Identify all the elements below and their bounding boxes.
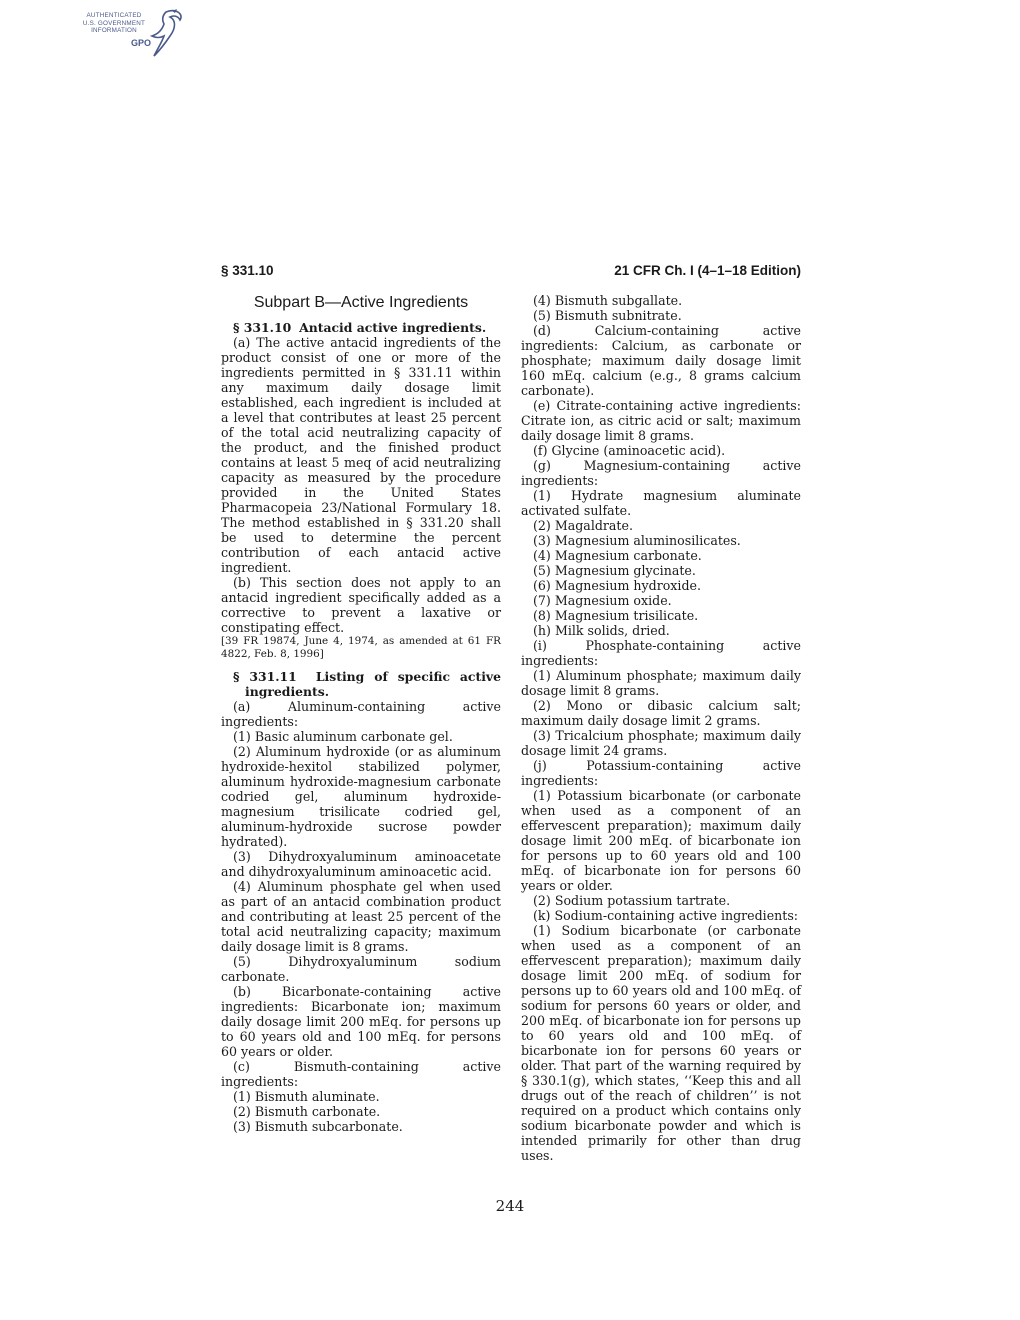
list-item: (2) Aluminum hydroxide (or as aluminum hydroxide-hexitol stabilized polymer, aluminum hydroxide-magnesium carbonate codried gel, aluminum hydroxide-magnesium trisilicate codried gel, aluminum-hydroxide sucrose powder hydrated). xyxy=(221,744,501,849)
list-item: (3) Tricalcium phosphate; maximum daily dosage limit 24 grams. xyxy=(521,728,801,758)
logo-line-1: AUTHENTICATED xyxy=(86,12,142,19)
list-item: (f) Glycine (aminoacetic acid). xyxy=(533,443,726,458)
list-item: (1) Sodium bicarbonate (or carbonate when used as a component of an effervescent preparation); maximum daily dosage limit 200 mEq. of sodium for persons up to 60 years old and 100 mEq. of sodium for persons 60 years or older, and 200 mEq. of bicarbonate ion for persons up to 60 years old and 100 mEq. of bicarbonate ion for persons 60 years or older. That part of the warning required by § 330.1(g), which states, ‘‘Keep this and all drugs out of the reach of children’’ is not required on a product which contains only sodium bicarbonate powder and which is intended primarily for other than drug uses. xyxy=(521,923,801,1163)
list-item: (d) Calcium-containing active ingredients: Calcium, as carbonate or phosphate; maximum daily dosage limit 160 mEq. calcium (e.g., 8 grams calcium carbonate). xyxy=(521,323,801,398)
running-header xyxy=(221,263,801,281)
list-item: (g) Magnesium-containing active ingredients: xyxy=(521,458,801,488)
page-number: 244 xyxy=(495,1197,525,1215)
header-section: § 331.10 xyxy=(221,263,274,278)
paragraph-b: (b) This section does not apply to an antacid ingredient specifically added as a corrective to prevent a laxative or constipating effect. xyxy=(221,575,501,635)
list-item: (2) Sodium potassium tartrate. xyxy=(533,893,731,908)
list-item: (7) Magnesium oxide. xyxy=(533,593,672,608)
list-item: (5) Magnesium glycinate. xyxy=(533,563,696,578)
ingredient-list-right xyxy=(521,293,801,1163)
section-number: § 331.10 xyxy=(233,320,292,335)
list-item: (1) Aluminum phosphate; maximum daily dosage limit 8 grams. xyxy=(521,668,801,698)
list-item: (3) Bismuth subcarbonate. xyxy=(233,1119,403,1134)
list-item: (1) Hydrate magnesium aluminate activated sulfate. xyxy=(521,488,801,518)
list-item: (6) Magnesium hydroxide. xyxy=(533,578,701,593)
list-item: (a) Aluminum-containing active ingredients: xyxy=(221,699,501,729)
eagle-icon xyxy=(136,8,186,62)
right-column xyxy=(521,293,801,1163)
citation: [39 FR 19874, June 4, 1974, as amended at 61 FR 4822, Feb. 8, 1996] xyxy=(221,635,501,660)
list-item: (1) Bismuth aluminate. xyxy=(233,1089,380,1104)
list-item: (5) Dihydroxyaluminum sodium carbonate. xyxy=(221,954,501,984)
logo-line-3: INFORMATION xyxy=(91,27,137,35)
subpart-title: Subpart B—Active Ingredients xyxy=(253,294,469,311)
list-item: (b) Bicarbonate-containing active ingredients: Bicarbonate ion; maximum daily dosage limit 200 mEq. for persons up to 60 years old and 100 mEq. for persons 60 years or older. xyxy=(221,984,501,1059)
paragraph-a: (a) The active antacid ingredients of the product consist of one or more of the ingredients permitted in § 331.11 within any maximum daily dosage limit established, each ingredient is included at a level that contributes at least 25 percent of the total acid neutralizing capacity of the product, and the finished product contains at least 5 meq of acid neutralizing capacity as measured by the procedure provided in the United States Pharmacopeia 23/National Formulary 18. The method established in § 331.20 shall be used to determine the percent contribution of each antacid active ingredient. xyxy=(221,335,501,575)
list-item: (3) Dihydroxyaluminum aminoacetate and dihydroxyaluminum aminoacetic acid. xyxy=(221,849,501,879)
list-item: (i) Phosphate-containing active ingredients: xyxy=(521,638,801,668)
list-item: (8) Magnesium trisilicate. xyxy=(533,608,699,623)
list-item: (j) Potassium-containing active ingredients: xyxy=(521,758,801,788)
logo-line-2: U.S. GOVERNMENT xyxy=(82,19,146,27)
list-item: (2) Mono or dibasic calcium salt; maximum daily dosage limit 2 grams. xyxy=(521,698,801,728)
gpo-authentication-logo xyxy=(74,8,186,62)
list-item: (4) Magnesium carbonate. xyxy=(533,548,702,563)
list-item: (5) Bismuth subnitrate. xyxy=(533,308,682,323)
list-item: (e) Citrate-containing active ingredients: Citrate ion, as citric acid or salt; maximum daily dosage limit 8 grams. xyxy=(521,398,801,443)
left-column xyxy=(221,293,501,1134)
section-heading-331-11 xyxy=(221,669,501,699)
list-item: (c) Bismuth-containing active ingredients: xyxy=(221,1059,501,1089)
list-item: (4) Bismuth subgallate. xyxy=(533,293,683,308)
ingredient-list-left xyxy=(221,699,501,1134)
section-heading-331-10 xyxy=(221,320,501,335)
list-item: (h) Milk solids, dried. xyxy=(533,623,670,638)
section-title: Antacid active ingredients. xyxy=(299,320,487,335)
list-item: (3) Magnesium aluminosilicates. xyxy=(533,533,741,548)
list-item: (2) Magaldrate. xyxy=(533,518,633,533)
list-item: (1) Basic aluminum carbonate gel. xyxy=(233,729,453,744)
list-item: (k) Sodium-containing active ingredients: xyxy=(533,908,799,923)
header-title: 21 CFR Ch. I (4–1–18 Edition) xyxy=(614,263,801,278)
list-item: (1) Potassium bicarbonate (or carbonate when used as a component of an effervescent preparation); maximum daily dosage limit 200 mEq. of bicarbonate ion for persons up to 60 years old and 100 mEq. of bicarbonate ion for persons 60 years or older. xyxy=(521,788,801,893)
list-item: (2) Bismuth carbonate. xyxy=(233,1104,381,1119)
list-item: (4) Aluminum phosphate gel when used as part of an antacid combination product and contributing at least 25 percent of the total acid neutralizing capacity; maximum daily dosage limit is 8 grams. xyxy=(221,879,501,954)
section-title: Listing of specific active ingredients. xyxy=(245,669,501,699)
logo-gpo-text: GPO xyxy=(131,38,152,48)
section-number: § 331.11 xyxy=(233,669,297,684)
